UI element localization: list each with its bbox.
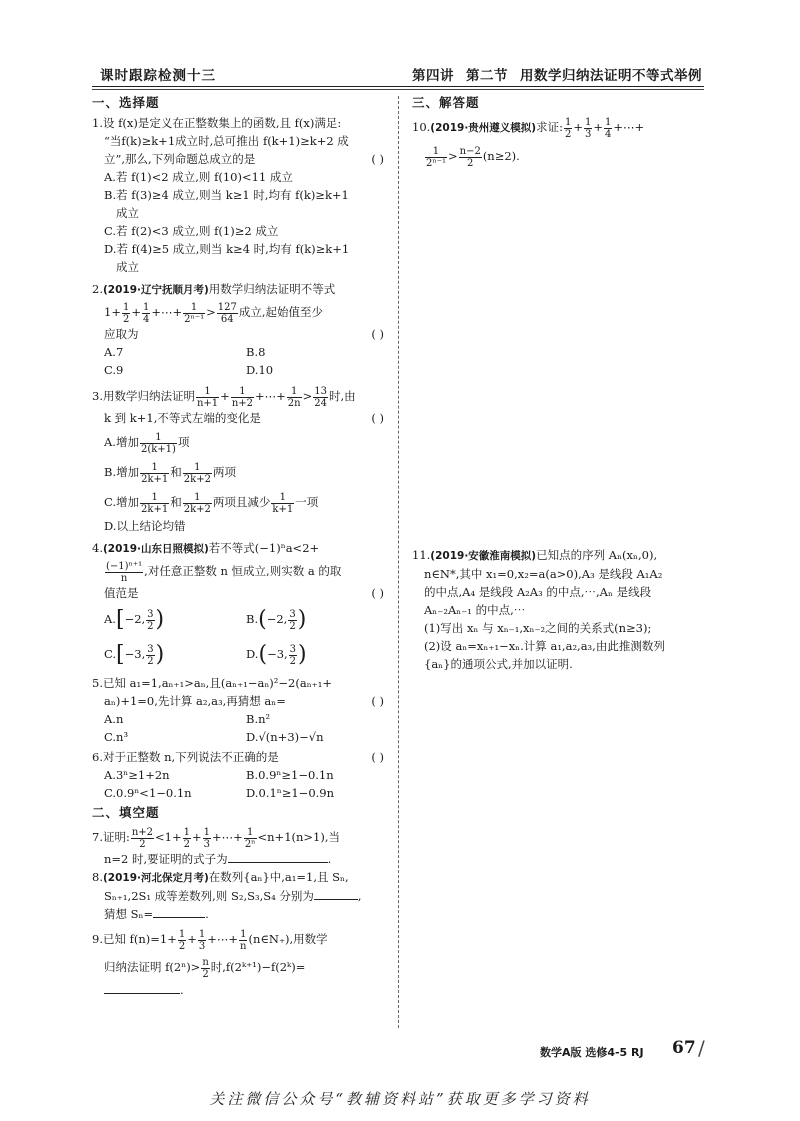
fraction: $\frac{1}{2}$ (564, 116, 572, 140)
fraction: $\frac{1}{2k+2}$ (183, 461, 211, 485)
fraction: $\frac{127}{64}$ (217, 301, 237, 325)
fraction: $\frac{3}{2}$ (147, 608, 154, 632)
fraction: $\frac{1}{3}$ (585, 116, 592, 140)
option-d: D.若 f(4)≥5 成立,则当 k≥4 时,均有 f(k)≥k+1 (104, 242, 350, 256)
column-divider (398, 96, 399, 1028)
question-11: 11.(2019·安徽淮南模拟)已知点的序列 Aₙ(xₙ,0), n∈N*,其中 x₁=0,x₂=a(a>0),A₃ 是线段 A₁A₂ 的中点,A₄ 是线段 A₂A₃ 的中点,⋯,Aₙ 是线段 Aₙ₋₂Aₙ₋₁ 的中点,⋯ (1)写出 xₙ 与 xₙ₋₁,xₙ₋₂之间的关系式(n≥3); (2)设 aₙ=xₙ₊₁−xₙ.计算 a₁,a₂,a₃,由此推测数列 {aₙ}的通项公式,并加以证明. (412, 548, 665, 671)
header-right-title (412, 64, 702, 84)
fraction: $\frac{n}{2}$ (202, 956, 209, 980)
option-a: A.7 (104, 345, 124, 359)
fraction: $\frac{3}{2}$ (289, 608, 296, 632)
fraction: $\frac{1}{n+2}$ (231, 385, 253, 409)
fraction: $\frac{\text{(−1)ⁿ⁺¹}}{n}$ (106, 560, 143, 584)
option-b: B.(−2, $\frac{3}{2}$ ) (246, 607, 307, 632)
fraction: $\frac{n+2}{2}$ (131, 826, 154, 850)
right-column (412, 94, 706, 671)
page-slash: / (698, 1036, 705, 1060)
source-tag: (2019·安徽淮南模拟) (430, 550, 537, 562)
option-b: B.0.9ⁿ≥1−0.1n (246, 768, 334, 782)
question-3: 3.用数学归纳法证明 $\frac{1}{n+1}$ + $\frac{1}{n+2}$ +⋯+ $\frac{1}{2n}$ > $\frac{13}{24}$ 时,由 k 到 k+1,不等式左端的变化是 ( ) A.增加 $\frac{1}{2(k+1)}$ 项 B.增加 $\frac{1}{2k+1}$ 和 $\frac{1}{2k+2}$ 两项 C.增加 $\frac{1}{2k+1}$ 和 $\frac{1}{2k+2}$ 两项且减少 $\frac{1}{k+1}$ 一项 D.以上结论均错 (92, 383, 388, 535)
option-d: D.以上结论均错 (104, 519, 186, 533)
fraction: $\frac{3}{2}$ (147, 643, 154, 667)
option-c: C.[−3, $\frac{3}{2}$ ) (104, 642, 165, 667)
edition-badge: 数学A版 选修4-5 RJ (540, 1046, 644, 1059)
fraction: $\frac{1}{2(k+1)}$ (140, 431, 176, 455)
answer-paren[interactable]: ( ) (371, 694, 384, 708)
answer-blank[interactable] (104, 981, 180, 994)
option-d: D.(−3, $\frac{3}{2}$ ) (246, 642, 307, 667)
question-4: 4.(2019·山东日照模拟)若不等式(−1)ⁿa<2+ $\frac{\text{(−1)ⁿ⁺¹}}{n}$ ,对任意正整数 n 恒成立,则实数 a 的取 值范是 ( ) A.[−2, $\frac{3}{2}$ ) B.(−2, $\frac{3}{2}$ ) C.[−3, $\frac{3}{2}$ ) D.(−3, $\frac{3}{2}$ ) (92, 539, 388, 672)
fraction: $\frac{13}{24}$ (314, 385, 327, 409)
fraction: $\frac{n-2}{2}$ (459, 145, 481, 169)
fraction: $\frac{1}{2n}$ (287, 385, 301, 409)
answer-paren[interactable]: ( ) (371, 586, 384, 600)
option-b: B.8 (246, 345, 266, 359)
source-tag: (2019·山东日照模拟) (102, 543, 209, 555)
question-8: 8.(2019·河北保定月考)在数列{aₙ}中,a₁=1,且 Sₙ, Sₙ₊₁,2S₁ 成等差数列,则 S₂,S₃,S₄ 分别为 , 猜想 Sₙ= . (92, 870, 362, 921)
answer-blank[interactable] (228, 850, 328, 863)
option-b: B.若 f(3)≥4 成立,则当 k≥1 时,均有 f(k)≥k+1 (104, 188, 349, 202)
section-choice-title: 一、选择题 (92, 95, 160, 110)
option-d: D.√(n+3)−√n (246, 730, 324, 744)
section-solve-title: 三、解答题 (412, 95, 480, 110)
question-10: 10.(2019·贵州遵义模拟)求证: $\frac{1}{2}$ + $\frac{1}{3}$ + $\frac{1}{4}$ +⋯+ $\frac{1}{\text{2ⁿ⁻¹}}$ > $\frac{n-2}{2}$ (n≥2). (412, 116, 645, 169)
header-left-title: 课时跟踪检测十三 (100, 68, 216, 84)
question-2: 2.(2019·辽宁抚顺月考)用数学归纳法证明不等式 1+ $\frac{1}{2}$ + $\frac{1}{4}$ +⋯+ $\frac{1}{\text{2ⁿ⁻¹}}$ > $\frac{127}{64}$ 成立,起始值至少 应取为 ( ) A.7 B.8 C.9 D.10 (92, 280, 388, 379)
option-c: C.增加 $\frac{1}{2k+1}$ 和 $\frac{1}{2k+2}$ 两项且减少 $\frac{1}{k+1}$ 一项 (104, 491, 319, 515)
option-b: B.n² (246, 712, 271, 726)
answer-paren[interactable]: ( ) (371, 411, 384, 425)
answer-paren[interactable]: ( ) (371, 152, 384, 166)
option-c: C.0.9ⁿ<1−0.1n (104, 786, 192, 800)
fraction: $\frac{1}{3}$ (203, 826, 211, 850)
option-c: C.若 f(2)<3 成立,则 f(1)≥2 成立 (104, 224, 279, 238)
option-a: A.增加 $\frac{1}{2(k+1)}$ 项 (104, 431, 190, 455)
option-d: D.0.1ⁿ≥1−0.9n (246, 786, 335, 800)
question-7: 7.证明: $\frac{n+2}{2}$ <1+ $\frac{1}{2}$ + $\frac{1}{3}$ +⋯+ $\frac{1}{\text{2ⁿ}}$ <n+1(n>1),当 n=2 时,要证明的式子为 . (92, 826, 340, 866)
fraction: $\frac{3}{2}$ (289, 643, 297, 667)
source-tag: (2019·辽宁抚顺月考) (102, 284, 209, 296)
question-9: 9.已知 f(n)=1+ $\frac{1}{2}$ + $\frac{1}{3}$ +⋯+ $\frac{1}{n}$ (n∈N₊),用数学 归纳法证明 f(2ⁿ)> $\frac{n}{2}$ 时,f(2ᵏ⁺¹)−f(2ᵏ)= . (92, 928, 328, 997)
question-1: 1.设 f(x)是定义在正整数集上的函数,且 f(x)满足: “当f(k)≥k+1成立时,总可推出 f(k+1)≥k+2 成 立”,那么,下列命题总成立的是 ( ) A.若 f(1)<2 成立,则 f(10)<11 成立 B.若 f(3)≥4 成立,则当 k≥1 时,均有 f(k)≥k+1 成立 C.若 f(2)<3 成立,则 f(1)≥2 成立 D.若 f(4)≥5 成立,则当 k≥4 时,均有 f(k)≥k+1 成立 (92, 114, 388, 276)
option-a: A.若 f(1)<2 成立,则 f(10)<11 成立 (104, 170, 293, 184)
fraction: $\frac{1}{3}$ (198, 928, 206, 952)
option-a: A.n (104, 712, 124, 726)
fraction: $\frac{1}{2k+1}$ (141, 461, 169, 485)
fraction: $\frac{1}{2}$ (183, 826, 191, 850)
header-rule (92, 86, 704, 87)
fraction: $\frac{1}{n}$ (240, 928, 247, 952)
section-label: 第二节 (466, 68, 508, 84)
fraction: $\frac{1}{2k+1}$ (141, 491, 169, 515)
fraction: $\frac{1}{n+1}$ (196, 385, 219, 409)
fraction: $\frac{1}{\text{2ⁿ⁻¹}}$ (426, 145, 446, 169)
question-5: 5.已知 a₁=1,aₙ₊₁>aₙ,且(aₙ₊₁−aₙ)²−2(aₙ₊₁+ aₙ)+1=0,先计算 a₂,a₃,再猜想 aₙ= ( ) A.n B.n² C.n³ D.√(n+3)−√n (92, 674, 388, 746)
fraction: $\frac{1}{\text{2ⁿ⁻¹}}$ (184, 301, 205, 325)
option-a: A.3ⁿ≥1+2n (104, 768, 170, 782)
question-6: 6.对于正整数 n,下列说法不正确的是 ( ) A.3ⁿ≥1+2n B.0.9ⁿ≥1−0.1n C.0.9ⁿ<1−0.1n D.0.1ⁿ≥1−0.9n (92, 748, 388, 802)
section-fill-title: 二、填空题 (92, 805, 160, 820)
answer-paren[interactable]: ( ) (371, 750, 384, 764)
fraction: $\frac{1}{\text{2ⁿ}}$ (244, 826, 256, 850)
option-c: C.n³ (104, 730, 129, 744)
answer-blank[interactable] (314, 887, 358, 900)
header-rule-thin (92, 89, 704, 90)
option-b: B.增加 $\frac{1}{2k+1}$ 和 $\frac{1}{2k+2}$ 两项 (104, 461, 236, 485)
watermark-note: 关注微信公众号“教辅资料站”获取更多学习资料 (209, 1090, 591, 1108)
answer-blank[interactable] (153, 905, 205, 918)
fraction: $\frac{1}{2}$ (178, 928, 186, 952)
answer-paren[interactable]: ( ) (371, 327, 384, 341)
option-c: C.9 (104, 363, 124, 377)
topic-label: 用数学归纳法证明不等式举例 (520, 68, 702, 84)
fraction: $\frac{1}{k+1}$ (272, 491, 294, 515)
source-tag: (2019·河北保定月考) (102, 872, 209, 884)
left-column (92, 94, 388, 999)
fraction: $\frac{1}{2}$ (122, 301, 130, 325)
fraction: $\frac{1}{4}$ (605, 116, 612, 140)
source-tag: (2019·贵州遵义模拟) (430, 122, 537, 134)
option-d: D.10 (246, 363, 274, 377)
page-number: 67 (672, 1038, 696, 1058)
option-a: A.[−2, $\frac{3}{2}$ ) (104, 607, 165, 632)
fraction: $\frac{1}{4}$ (142, 301, 150, 325)
lecture-label: 第四讲 (412, 68, 454, 84)
fraction: $\frac{1}{2k+2}$ (183, 491, 211, 515)
